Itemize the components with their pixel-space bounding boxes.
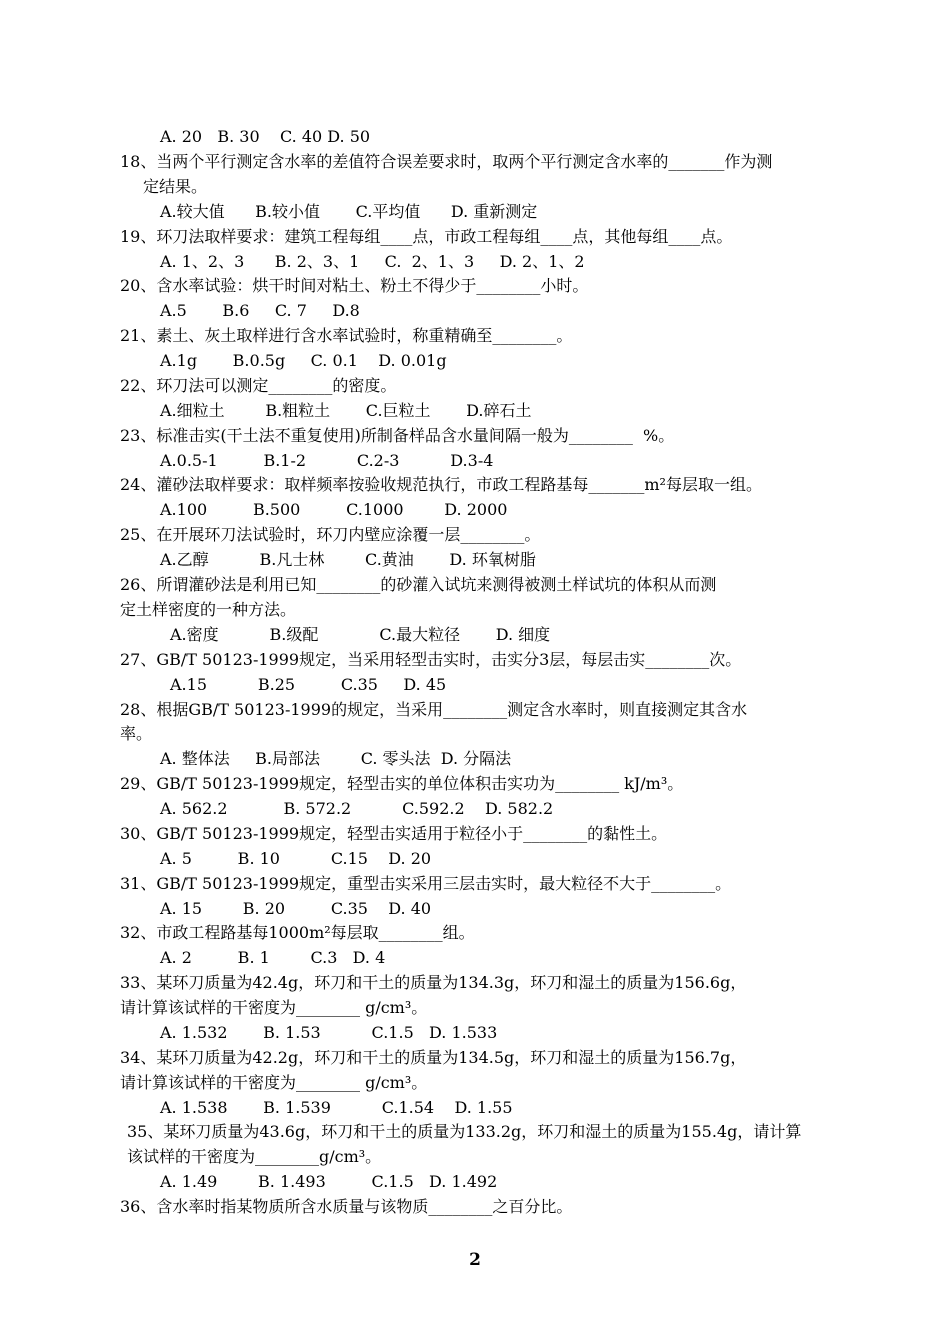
options-q31: A. 15 B. 20 C.35 D. 40 [160,899,432,918]
options-q23: A.0.5-1 B.1-2 C.2-3 D.3-4 [160,451,494,470]
options-q34: A. 1.538 B. 1.539 C.1.54 D. 1.55 [160,1098,513,1117]
page-number: 2 [469,1250,481,1270]
question-32: 32、市政工程路基每1000m²每层取________组。 [120,923,475,942]
question-26-cont: 定土样密度的一种方法。 [120,600,297,619]
question-19: 19、环刀法取样要求：建筑工程每组____点，市政工程每组____点，其他每组____点。 [120,227,733,246]
options-q19: A. 1、2、3 B. 2、3、1 C. 2、1、3 D. 2、1、2 [160,252,585,271]
options-q32: A. 2 B. 1 C.3 D. 4 [160,948,386,967]
question-25: 25、在开展环刀法试验时，环刀内壁应涂覆一层________。 [120,525,541,544]
options-q18: A.较大值 B.较小值 C.平均值 D. 重新测定 [160,202,538,221]
question-24: 24、灌砂法取样要求：取样频率按验收规范执行，市政工程路基每_______m²每层取一组。 [120,475,762,494]
options-q35: A. 1.49 B. 1.493 C.1.5 D. 1.492 [160,1172,498,1191]
options-q25: A.乙醇 B.凡士林 C.黄油 D. 环氧树脂 [160,550,536,569]
question-31: 31、GB/T 50123-1999规定，重型击实采用三层击实时，最大粒径不大于________。 [120,874,732,893]
question-29: 29、GB/T 50123-1999规定，轻型击实的单位体积击实功为________ kJ/m³。 [120,774,684,793]
question-27: 27、GB/T 50123-1999规定，当采用轻型击实时，击实分3层，每层击实________次。 [120,650,742,669]
question-34-cont: 请计算该试样的干密度为________ g/cm³。 [120,1073,428,1092]
question-33-cont: 请计算该试样的干密度为________ g/cm³。 [120,998,428,1017]
question-20: 20、含水率试验：烘干时间对粘土、粉土不得少于________小时。 [120,276,589,295]
question-18: 18、当两个平行测定含水率的差值符合误差要求时，取两个平行测定含水率的_______作为测 [120,152,773,171]
options-q20: A.5 B.6 C. 7 D.8 [160,301,360,320]
options-q29: A. 562.2 B. 572.2 C.592.2 D. 582.2 [160,799,554,818]
options-q21: A.1g B.0.5g C. 0.1 D. 0.01g [160,351,447,370]
question-26: 26、所谓灌砂法是利用已知________的砂灌入试坑来测得被测土样试坑的体积从而测 [120,575,717,594]
options-q17: A. 20 B. 30 C. 40 D. 50 [160,127,371,146]
question-28-cont: 率。 [120,724,153,743]
question-33: 33、某环刀质量为42.4g，环刀和干土的质量为134.3g，环刀和湿土的质量为156.6g， [120,973,747,992]
question-36: 36、含水率时指某物质所含水质量与该物质________之百分比。 [120,1197,573,1216]
question-35-cont: 该试样的干密度为________g/cm³。 [127,1147,382,1166]
options-q24: A.100 B.500 C.1000 D. 2000 [160,500,508,519]
question-35: 35、某环刀质量为43.6g，环刀和干土的质量为133.2g，环刀和湿土的质量为155.4g，请计算 [127,1122,802,1141]
question-34: 34、某环刀质量为42.2g，环刀和干土的质量为134.5g，环刀和湿土的质量为156.7g， [120,1048,747,1067]
question-30: 30、GB/T 50123-1999规定，轻型击实适用于粒径小于________的黏性土。 [120,824,668,843]
options-q30: A. 5 B. 10 C.15 D. 20 [160,849,432,868]
options-q28: A. 整体法 B.局部法 C. 零头法 D. 分隔法 [160,749,512,768]
question-18-cont: 定结果。 [143,177,208,196]
question-23: 23、标准击实(干土法不重复使用)所制备样品含水量间隔一般为________ %。 [120,426,675,445]
options-q22: A.细粒土 B.粗粒土 C.巨粒土 D.碎石土 [160,401,532,420]
question-21: 21、素土、灰土取样进行含水率试验时，称重精确至________。 [120,326,573,345]
options-q26: A.密度 B.级配 C.最大粒径 D. 细度 [170,625,551,644]
options-q27: A.15 B.25 C.35 D. 45 [170,675,447,694]
question-22: 22、环刀法可以测定________的密度。 [120,376,397,395]
options-q33: A. 1.532 B. 1.53 C.1.5 D. 1.533 [160,1023,498,1042]
question-28: 28、根据GB/T 50123-1999的规定，当采用________测定含水率时，则直接测定其含水 [120,700,748,719]
